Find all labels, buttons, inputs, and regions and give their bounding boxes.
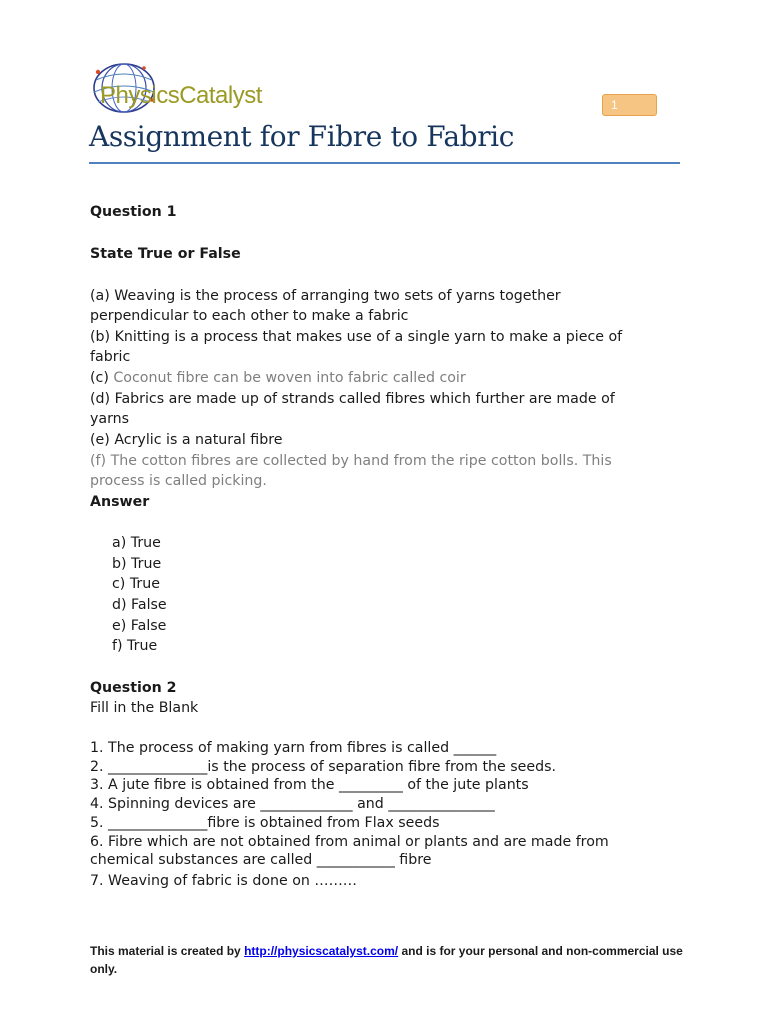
blank-item: 2. ______________is the process of separation fibre from the seeds. [90, 759, 557, 775]
page-number-badge: 1 [602, 94, 657, 116]
footer-link[interactable]: http://physicscatalyst.com/ [244, 944, 399, 958]
question-2-heading: Question 2 [90, 680, 177, 696]
statement-a-line1: (a) Weaving is the process of arranging two sets of yarns together [90, 288, 561, 304]
physicscatalyst-logo [88, 60, 260, 122]
question-2-instruction: Fill in the Blank [90, 700, 199, 716]
statement-f-line2: process is called picking. [90, 473, 267, 489]
blank-item: chemical substances are called ___________ fibre [90, 852, 432, 868]
question-1-heading: Question 1 [90, 204, 177, 220]
statement-e: (e) Acrylic is a natural fibre [90, 432, 283, 448]
footer-note: This material is created by http://physicscatalyst.com/ and is for your personal and non-commercial use only. [90, 944, 683, 976]
statement-d-line1: (d) Fabrics are made up of strands called fibres which further are made of [90, 391, 615, 407]
statement-c: (c) Coconut fibre can be woven into fabric called coir [90, 370, 466, 386]
answer-item: e) False [112, 618, 167, 634]
title-divider [89, 162, 680, 164]
blank-item: 6. Fibre which are not obtained from animal or plants and are made from [90, 834, 609, 850]
answer-item: f) True [112, 638, 158, 654]
statement-d-line2: yarns [90, 411, 130, 427]
blank-item: 7. Weaving of fabric is done on ……… [90, 873, 357, 889]
statement-a-line2: perpendicular to each other to make a fabric [90, 308, 409, 324]
blank-item: 3. A jute fibre is obtained from the _________ of the jute plants [90, 777, 529, 793]
answer-item: b) True [112, 556, 162, 572]
answer-item: c) True [112, 576, 160, 592]
answer-item: d) False [112, 597, 167, 613]
statement-b-line2: fabric [90, 349, 131, 365]
blank-item: 4. Spinning devices are _____________ and _______________ [90, 796, 495, 812]
page-title: Assignment for Fibre to Fabric [89, 120, 515, 153]
logo-text: PhysicsCatalyst [100, 82, 262, 109]
statement-f-line1: (f) The cotton fibres are collected by hand from the ripe cotton bolls. This [90, 453, 612, 469]
blank-item: 5. ______________fibre is obtained from Flax seeds [90, 815, 440, 831]
statement-b-line1: (b) Knitting is a process that makes use of a single yarn to make a piece of [90, 329, 623, 345]
question-1-instruction: State True or False [90, 246, 241, 262]
answer-item: a) True [112, 535, 161, 551]
blank-item: 1. The process of making yarn from fibres is called ______ [90, 740, 497, 756]
answer-heading: Answer [90, 494, 150, 510]
